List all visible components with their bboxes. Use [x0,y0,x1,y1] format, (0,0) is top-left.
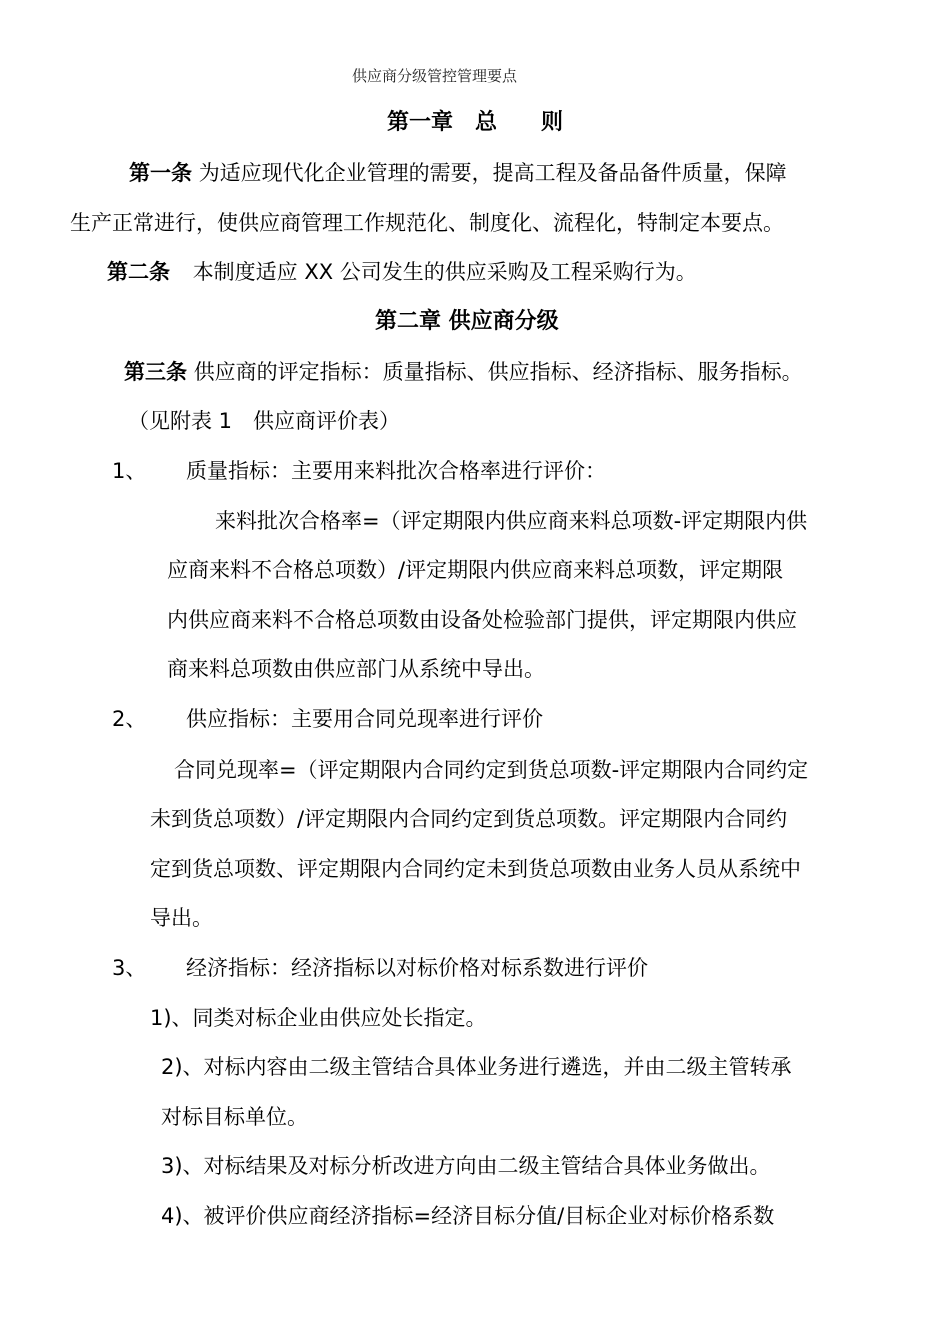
item3-sub-line: 4)、被评价供应商经济指标=经济目标分值/目标企业对标价格系数 [161,1204,775,1228]
item3-title: 经济指标：经济指标以对标价格对标系数进行评价 [186,956,648,980]
item2-line: 定到货总项数、评定期限内合同约定未到货总项数由业务人员从系统中 [150,857,801,881]
item2-line: 合同兑现率=（评定期限内合同约定到货总项数-评定期限内合同约定 [174,758,809,782]
item3-sub-line: 2)、对标内容由二级主管结合具体业务进行遴选，并由二级主管转承 [161,1055,792,1079]
page-header: 供应商分级管控管理要点 [352,67,518,85]
item2-line: 导出。 [150,906,213,930]
article3-line1 [124,359,803,385]
article3-label: 第三条 [124,360,187,384]
chapter2-title: 第二章 供应商分级 [375,309,559,334]
article2-label: 第二条 [107,260,170,284]
chapter1-title: 第一章 总 则 [387,110,564,135]
article1-label: 第一条 [129,161,192,185]
article1-line1 [129,160,787,186]
article3-line2: （见附表 1 供应商评价表） [128,409,401,433]
article2-text: 本制度适应 XX 公司发生的供应采购及工程采购行为。 [192,260,697,284]
article1-text-1: 为适应现代化企业管理的需要，提高工程及备品备件质量，保障 [198,161,787,185]
article3-text-1: 供应商的评定指标：质量指标、供应指标、经济指标、服务指标。 [193,360,803,384]
item1-title: 质量指标：主要用来料批次合格率进行评价： [186,459,606,483]
article1-line2: 生产正常进行，使供应商管理工作规范化、制度化、流程化，特制定本要点。 [70,211,784,235]
item1-line: 商来料总项数由供应部门从系统中导出。 [167,657,545,681]
item2-title: 供应指标：主要用合同兑现率进行评价 [186,707,543,731]
article2 [107,259,697,285]
item1-line: 内供应商来料不合格总项数由设备处检验部门提供，评定期限内供应 [167,608,797,632]
item2-line: 未到货总项数）/评定期限内合同约定到货总项数。评定期限内合同约 [150,807,788,831]
item3-sub-line: 3)、对标结果及对标分析改进方向由二级主管结合具体业务做出。 [161,1154,771,1178]
item2-number: 2、 [112,707,147,731]
item3-sub-line: 1)、同类对标企业由供应处长指定。 [150,1006,487,1030]
item1-line: 应商来料不合格总项数）/评定期限内供应商来料总项数，评定期限 [167,558,784,582]
item1-line: 来料批次合格率=（评定期限内供应商来料总项数-评定期限内供 [215,509,808,533]
item3-number: 3、 [112,956,147,980]
item1-number: 1、 [112,459,147,483]
item3-sub-line: 对标目标单位。 [161,1105,308,1129]
